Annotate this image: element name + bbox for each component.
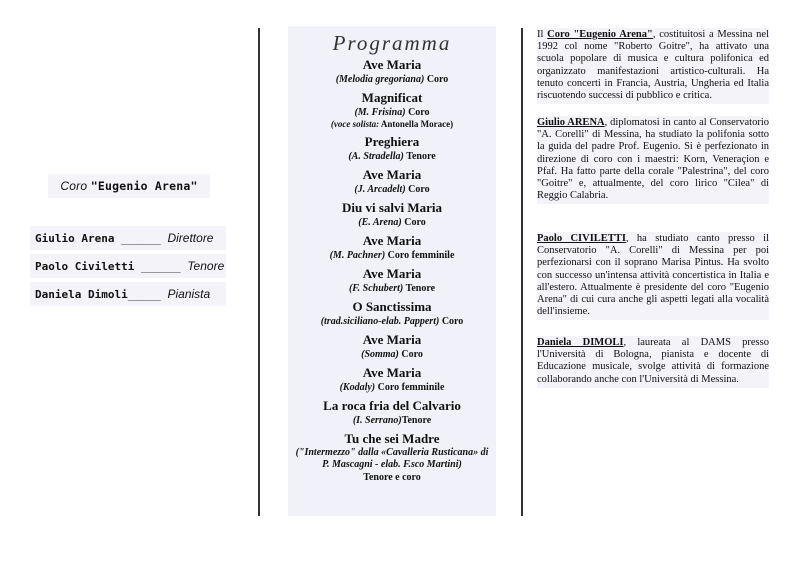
bio-choir [537,28,769,104]
piece-performer: Coro [439,316,464,327]
piece-performer: Coro [405,107,430,118]
bio-name: Coro "Eugenio Arena" [547,29,653,40]
piece-composer: (M. Pachner) [329,250,386,261]
piece-credit [288,216,496,229]
piece-credit [288,150,496,163]
piece-title: Magnificat [361,90,423,105]
roster-row [30,226,226,250]
piece-performer: Coro [401,217,426,228]
piece-performer: Tenore [403,151,436,162]
piece-performer: Coro [398,349,423,360]
bio-name: Paolo CIVILETTI [537,233,626,244]
piece-composer: (trad.siciliano-elab. Pappert) [320,316,440,327]
roster-role: Tenore [187,259,225,273]
roster-row [30,282,226,306]
piece-credit [288,381,496,394]
roster-role: Pianista [167,287,211,301]
piece-title: Preghiera [364,134,420,149]
program-piece [288,166,496,196]
piece-credit [288,183,496,196]
piece-title: Diu vi salvi Maria [341,200,443,215]
piece-title: Tu che sei Madre [344,431,440,446]
roster-name: Daniela Dimoli [35,288,128,301]
performer-roster [30,226,226,310]
piece-performer: Tenore e coro [363,472,421,483]
program-title: Programma [332,31,452,55]
program-piece-final [288,430,496,484]
soloist-label: (voce solista: [330,119,380,129]
piece-credit-line: P. Mascagni - elab. F.sco Martini) [322,459,462,470]
piece-composer: (Kodaly) [339,382,376,393]
piece-performer: Coro femminile [385,250,455,261]
program-piece [288,331,496,361]
soloist-name: Antonella Morace) [379,119,454,129]
fold-line-right [521,28,523,516]
bio-text: , diplomatosi in canto al Conservatorio "A. Corelli" di Messina, ha studiato la polifonia sotto la guida del padre Prof. Eugenio. Si è perfezionato in direzione di coro con i maestri: Korn, Veneraçion e Pfaf. Ha fatto parte della corale "Palestrina", del coro "Goitre" e, attualmente, del coro lirico "Cilea" di Reggio Calabria. [537,117,769,202]
choir-label-prefix: Coro [60,179,91,193]
roster-name: Giulio Arena [35,232,115,245]
choir-label-name: "Eugenio Arena" [90,179,198,193]
piece-composer: (M. Frisina) [354,107,406,118]
bio-name: Daniela DIMOLI [537,337,624,348]
fold-line-left [258,28,260,516]
roster-name: Paolo Civiletti [35,260,135,273]
piece-soloist [288,119,496,130]
program-piece [288,133,496,163]
piece-composer: (A. Stradella) [348,151,404,162]
bio-text: , laureata al DAMS presso l'Università di Bologna, pianista e docente di Educazione musicale, svolge attività di formazione collaborando anche con l'Università di Messina. [537,337,769,385]
piece-title: Ave Maria [362,266,422,281]
program-piece [288,56,496,86]
piece-composer: (Melodia gregoriana) [335,74,425,85]
piece-credit [288,73,496,86]
program-panel [288,26,496,516]
program-piece [288,232,496,262]
piece-composer: (E. Arena) [358,217,402,228]
program-piece [288,199,496,229]
piece-credit [288,414,496,427]
roster-separator: _____ [127,288,168,301]
piece-composer: (J. Arcadelt) [354,184,406,195]
piece-title: Ave Maria [362,332,422,347]
program-piece [288,89,496,130]
bio-lead: Il [537,29,548,40]
piece-credit [288,282,496,295]
piece-credit [288,315,496,328]
piece-title: La roca fria del Calvario [323,398,461,413]
bio-pianist [537,336,769,388]
piece-title: Ave Maria [362,365,422,380]
piece-title: Ave Maria [362,233,422,248]
bio-tenor [537,232,769,320]
program-piece [288,265,496,295]
program-piece [288,298,496,328]
piece-credit-line: ("Intermezzo" dalla «Cavalleria Rusticana» di [295,447,489,458]
bio-name: Giulio ARENA [537,117,605,128]
program-piece [288,364,496,394]
choir-label [48,174,210,198]
piece-title: Ave Maria [362,167,422,182]
bio-director [537,116,769,204]
roster-separator: ______ [134,260,188,273]
piece-performer: Coro [405,184,430,195]
piece-performer: Tenore [403,283,436,294]
roster-separator: ______ [114,232,168,245]
piece-performer: Coro [424,74,449,85]
piece-credit [288,106,496,119]
bio-text: , costituitosi a Messina nel 1992 col nome "Roberto Goitre", ha attivato una scuola popolare di musica e cultura polifonica ed organizzato manifestazioni artistico-culturali. Ha tenuto concerti in Francia, Austria, Ungheria ed Italia riscuotendo successi di pubblico e critica. [537,29,769,102]
program-piece [288,397,496,427]
piece-performer: Coro femminile [375,382,445,393]
piece-composer: (Somma) [361,349,399,360]
piece-composer: (F. Schubert) [348,283,404,294]
piece-performer: Tenore [401,415,432,426]
piece-title: Ave Maria [362,57,422,72]
piece-title: O Sanctissima [352,299,432,314]
cover-panel [0,0,258,561]
piece-credit [288,348,496,361]
piece-composer: (I. Serrano) [352,415,402,426]
roster-row [30,254,226,278]
roster-role: Direttore [167,231,214,245]
piece-credit [288,249,496,262]
bio-text: , ha studiato canto presso il Conservatorio "A. Corelli" di Messina per poi perfezionarsi con il soprano Marisa Pintus. Ha svolto con successo un'intensa attività concertistica in Italia e all'estero. Attualmente è presidente del coro "Eugenio Arena" di cui cura anche gli aspetti legati alla vocalità dell'insieme. [537,233,769,318]
